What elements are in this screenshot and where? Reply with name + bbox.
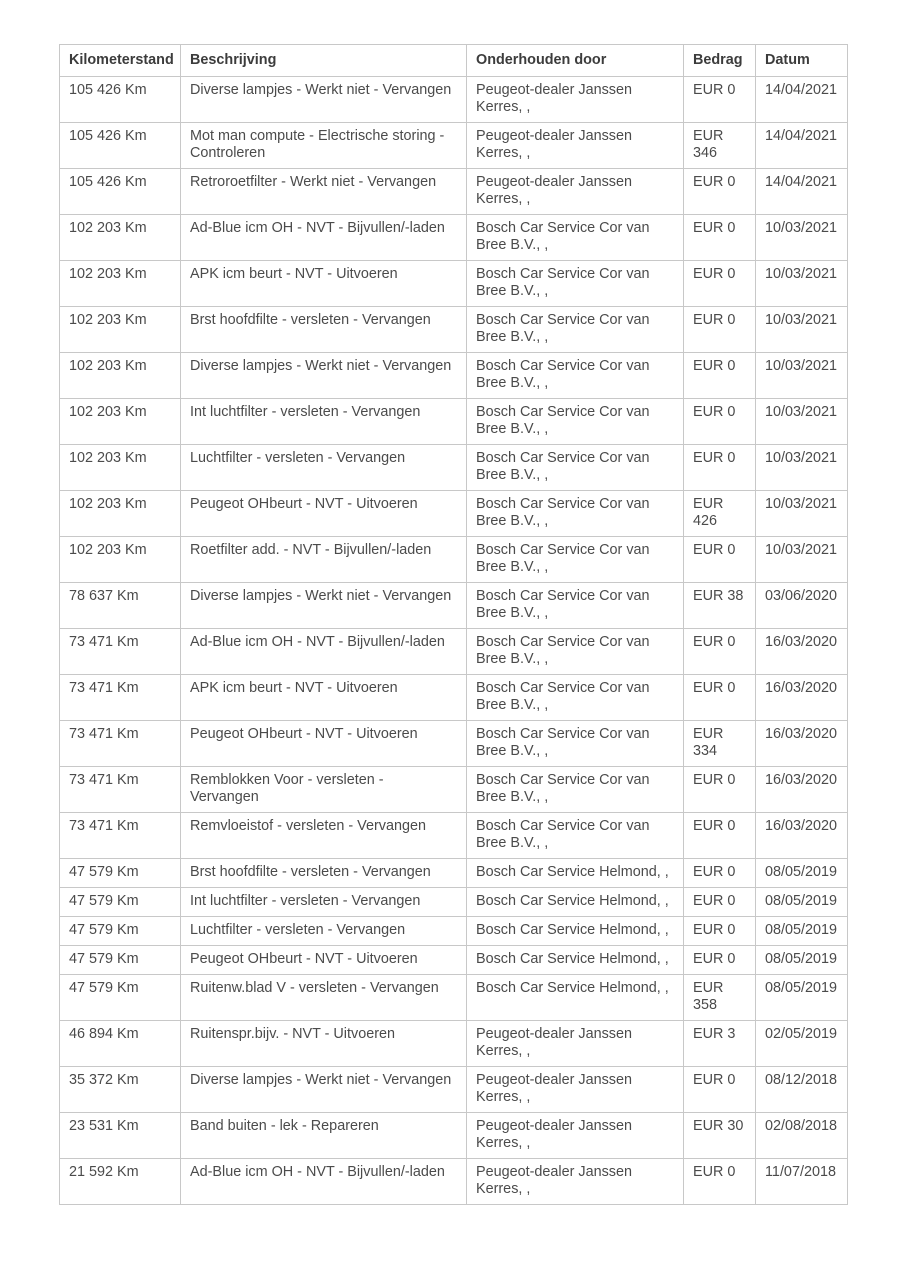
cell-km: 47 579 Km xyxy=(60,975,181,1021)
cell-date: 16/03/2020 xyxy=(756,675,848,721)
cell-maintained_by: Bosch Car Service Cor van Bree B.V., , xyxy=(467,721,684,767)
cell-amount: EUR 0 xyxy=(684,215,756,261)
cell-date: 10/03/2021 xyxy=(756,353,848,399)
cell-date: 10/03/2021 xyxy=(756,537,848,583)
table-row xyxy=(60,975,848,1021)
cell-amount: EUR 38 xyxy=(684,583,756,629)
cell-amount: EUR 0 xyxy=(684,813,756,859)
cell-maintained_by: Bosch Car Service Cor van Bree B.V., , xyxy=(467,813,684,859)
cell-date: 10/03/2021 xyxy=(756,445,848,491)
cell-description: Brst hoofdfilte - versleten - Vervangen xyxy=(181,307,467,353)
cell-maintained_by: Bosch Car Service Cor van Bree B.V., , xyxy=(467,353,684,399)
cell-description: APK icm beurt - NVT - Uitvoeren xyxy=(181,261,467,307)
cell-description: Band buiten - lek - Repareren xyxy=(181,1113,467,1159)
cell-amount: EUR 0 xyxy=(684,1067,756,1113)
table-row xyxy=(60,261,848,307)
cell-km: 73 471 Km xyxy=(60,767,181,813)
table-header xyxy=(60,45,848,77)
cell-description: APK icm beurt - NVT - Uitvoeren xyxy=(181,675,467,721)
cell-km: 73 471 Km xyxy=(60,721,181,767)
cell-amount: EUR 0 xyxy=(684,1159,756,1205)
table-row xyxy=(60,399,848,445)
cell-maintained_by: Bosch Car Service Helmond, , xyxy=(467,917,684,946)
cell-description: Peugeot OHbeurt - NVT - Uitvoeren xyxy=(181,721,467,767)
cell-maintained_by: Bosch Car Service Helmond, , xyxy=(467,888,684,917)
cell-maintained_by: Bosch Car Service Cor van Bree B.V., , xyxy=(467,537,684,583)
table-row xyxy=(60,123,848,169)
cell-date: 16/03/2020 xyxy=(756,629,848,675)
cell-maintained_by: Peugeot-dealer Janssen Kerres, , xyxy=(467,1113,684,1159)
table-row xyxy=(60,675,848,721)
cell-maintained_by: Peugeot-dealer Janssen Kerres, , xyxy=(467,1067,684,1113)
cell-description: Ad-Blue icm OH - NVT - Bijvullen/-laden xyxy=(181,629,467,675)
cell-maintained_by: Bosch Car Service Cor van Bree B.V., , xyxy=(467,491,684,537)
cell-maintained_by: Peugeot-dealer Janssen Kerres, , xyxy=(467,123,684,169)
cell-date: 08/05/2019 xyxy=(756,859,848,888)
cell-description: Ad-Blue icm OH - NVT - Bijvullen/-laden xyxy=(181,215,467,261)
table-row xyxy=(60,888,848,917)
cell-maintained_by: Bosch Car Service Helmond, , xyxy=(467,859,684,888)
table-row xyxy=(60,1159,848,1205)
table-row xyxy=(60,537,848,583)
cell-km: 23 531 Km xyxy=(60,1113,181,1159)
cell-date: 14/04/2021 xyxy=(756,77,848,123)
cell-km: 105 426 Km xyxy=(60,169,181,215)
cell-maintained_by: Bosch Car Service Cor van Bree B.V., , xyxy=(467,215,684,261)
cell-maintained_by: Peugeot-dealer Janssen Kerres, , xyxy=(467,77,684,123)
cell-amount: EUR 0 xyxy=(684,77,756,123)
table-row xyxy=(60,1067,848,1113)
cell-amount: EUR 0 xyxy=(684,169,756,215)
cell-description: Luchtfilter - versleten - Vervangen xyxy=(181,917,467,946)
column-header-bedrag: Bedrag xyxy=(684,45,756,77)
table-row xyxy=(60,583,848,629)
maintenance-history-table xyxy=(59,44,848,1205)
cell-amount: EUR 0 xyxy=(684,946,756,975)
cell-amount: EUR 0 xyxy=(684,888,756,917)
cell-km: 73 471 Km xyxy=(60,629,181,675)
cell-amount: EUR 0 xyxy=(684,537,756,583)
cell-date: 03/06/2020 xyxy=(756,583,848,629)
cell-description: Diverse lampjes - Werkt niet - Vervangen xyxy=(181,583,467,629)
table-row xyxy=(60,169,848,215)
cell-maintained_by: Bosch Car Service Cor van Bree B.V., , xyxy=(467,629,684,675)
cell-km: 47 579 Km xyxy=(60,946,181,975)
table-row xyxy=(60,1113,848,1159)
cell-amount: EUR 0 xyxy=(684,675,756,721)
table-row xyxy=(60,307,848,353)
table-row xyxy=(60,215,848,261)
cell-description: Peugeot OHbeurt - NVT - Uitvoeren xyxy=(181,491,467,537)
cell-amount: EUR 0 xyxy=(684,859,756,888)
cell-date: 02/08/2018 xyxy=(756,1113,848,1159)
cell-km: 35 372 Km xyxy=(60,1067,181,1113)
cell-km: 102 203 Km xyxy=(60,215,181,261)
cell-amount: EUR 30 xyxy=(684,1113,756,1159)
cell-description: Peugeot OHbeurt - NVT - Uitvoeren xyxy=(181,946,467,975)
cell-maintained_by: Bosch Car Service Cor van Bree B.V., , xyxy=(467,675,684,721)
table-row xyxy=(60,445,848,491)
cell-km: 73 471 Km xyxy=(60,813,181,859)
table-row xyxy=(60,1021,848,1067)
cell-amount: EUR 0 xyxy=(684,917,756,946)
cell-amount: EUR 0 xyxy=(684,767,756,813)
cell-date: 10/03/2021 xyxy=(756,215,848,261)
cell-km: 47 579 Km xyxy=(60,859,181,888)
cell-maintained_by: Peugeot-dealer Janssen Kerres, , xyxy=(467,1159,684,1205)
cell-maintained_by: Bosch Car Service Cor van Bree B.V., , xyxy=(467,307,684,353)
table-row xyxy=(60,353,848,399)
cell-km: 21 592 Km xyxy=(60,1159,181,1205)
table-body xyxy=(60,77,848,1205)
cell-date: 02/05/2019 xyxy=(756,1021,848,1067)
cell-amount: EUR 0 xyxy=(684,261,756,307)
cell-km: 102 203 Km xyxy=(60,445,181,491)
cell-km: 102 203 Km xyxy=(60,353,181,399)
cell-km: 102 203 Km xyxy=(60,261,181,307)
cell-description: Int luchtfilter - versleten - Vervangen xyxy=(181,888,467,917)
cell-description: Brst hoofdfilte - versleten - Vervangen xyxy=(181,859,467,888)
cell-km: 102 203 Km xyxy=(60,307,181,353)
table-row xyxy=(60,77,848,123)
column-header-beschrijving: Beschrijving xyxy=(181,45,467,77)
cell-km: 46 894 Km xyxy=(60,1021,181,1067)
cell-description: Remblokken Voor - versleten - Vervangen xyxy=(181,767,467,813)
cell-date: 08/05/2019 xyxy=(756,917,848,946)
cell-date: 08/05/2019 xyxy=(756,946,848,975)
cell-km: 73 471 Km xyxy=(60,675,181,721)
column-header-datum: Datum xyxy=(756,45,848,77)
cell-date: 14/04/2021 xyxy=(756,169,848,215)
table-row xyxy=(60,721,848,767)
table-header-row xyxy=(60,45,848,77)
cell-description: Luchtfilter - versleten - Vervangen xyxy=(181,445,467,491)
cell-km: 47 579 Km xyxy=(60,917,181,946)
table-row xyxy=(60,629,848,675)
table-row xyxy=(60,767,848,813)
cell-km: 102 203 Km xyxy=(60,491,181,537)
cell-maintained_by: Bosch Car Service Cor van Bree B.V., , xyxy=(467,261,684,307)
cell-date: 16/03/2020 xyxy=(756,813,848,859)
cell-date: 10/03/2021 xyxy=(756,261,848,307)
cell-description: Retroroetfilter - Werkt niet - Vervangen xyxy=(181,169,467,215)
cell-maintained_by: Bosch Car Service Cor van Bree B.V., , xyxy=(467,767,684,813)
table-row xyxy=(60,859,848,888)
cell-description: Diverse lampjes - Werkt niet - Vervangen xyxy=(181,353,467,399)
cell-amount: EUR 0 xyxy=(684,445,756,491)
cell-amount: EUR 426 xyxy=(684,491,756,537)
cell-maintained_by: Peugeot-dealer Janssen Kerres, , xyxy=(467,169,684,215)
cell-date: 10/03/2021 xyxy=(756,307,848,353)
cell-maintained_by: Peugeot-dealer Janssen Kerres, , xyxy=(467,1021,684,1067)
cell-amount: EUR 3 xyxy=(684,1021,756,1067)
cell-description: Diverse lampjes - Werkt niet - Vervangen xyxy=(181,1067,467,1113)
table-row xyxy=(60,813,848,859)
cell-description: Ruitenw.blad V - versleten - Vervangen xyxy=(181,975,467,1021)
cell-description: Ruitenspr.bijv. - NVT - Uitvoeren xyxy=(181,1021,467,1067)
cell-amount: EUR 0 xyxy=(684,399,756,445)
cell-date: 16/03/2020 xyxy=(756,721,848,767)
cell-amount: EUR 346 xyxy=(684,123,756,169)
cell-date: 10/03/2021 xyxy=(756,399,848,445)
table-row xyxy=(60,946,848,975)
cell-km: 102 203 Km xyxy=(60,399,181,445)
cell-date: 11/07/2018 xyxy=(756,1159,848,1205)
cell-date: 16/03/2020 xyxy=(756,767,848,813)
cell-description: Diverse lampjes - Werkt niet - Vervangen xyxy=(181,77,467,123)
cell-description: Int luchtfilter - versleten - Vervangen xyxy=(181,399,467,445)
cell-date: 08/12/2018 xyxy=(756,1067,848,1113)
table-row xyxy=(60,917,848,946)
cell-amount: EUR 358 xyxy=(684,975,756,1021)
cell-date: 10/03/2021 xyxy=(756,491,848,537)
cell-description: Roetfilter add. - NVT - Bijvullen/-laden xyxy=(181,537,467,583)
cell-km: 105 426 Km xyxy=(60,77,181,123)
cell-amount: EUR 0 xyxy=(684,629,756,675)
cell-date: 14/04/2021 xyxy=(756,123,848,169)
cell-amount: EUR 334 xyxy=(684,721,756,767)
cell-km: 102 203 Km xyxy=(60,537,181,583)
column-header-kilometerstand: Kilometerstand xyxy=(60,45,181,77)
cell-maintained_by: Bosch Car Service Cor van Bree B.V., , xyxy=(467,399,684,445)
cell-km: 105 426 Km xyxy=(60,123,181,169)
cell-date: 08/05/2019 xyxy=(756,975,848,1021)
cell-description: Remvloeistof - versleten - Vervangen xyxy=(181,813,467,859)
cell-maintained_by: Bosch Car Service Helmond, , xyxy=(467,975,684,1021)
table-row xyxy=(60,491,848,537)
cell-description: Ad-Blue icm OH - NVT - Bijvullen/-laden xyxy=(181,1159,467,1205)
column-header-onderhouden-door: Onderhouden door xyxy=(467,45,684,77)
cell-amount: EUR 0 xyxy=(684,307,756,353)
cell-date: 08/05/2019 xyxy=(756,888,848,917)
cell-description: Mot man compute - Electrische storing - Controleren xyxy=(181,123,467,169)
cell-maintained_by: Bosch Car Service Cor van Bree B.V., , xyxy=(467,583,684,629)
cell-maintained_by: Bosch Car Service Helmond, , xyxy=(467,946,684,975)
cell-amount: EUR 0 xyxy=(684,353,756,399)
cell-km: 78 637 Km xyxy=(60,583,181,629)
cell-maintained_by: Bosch Car Service Cor van Bree B.V., , xyxy=(467,445,684,491)
cell-km: 47 579 Km xyxy=(60,888,181,917)
